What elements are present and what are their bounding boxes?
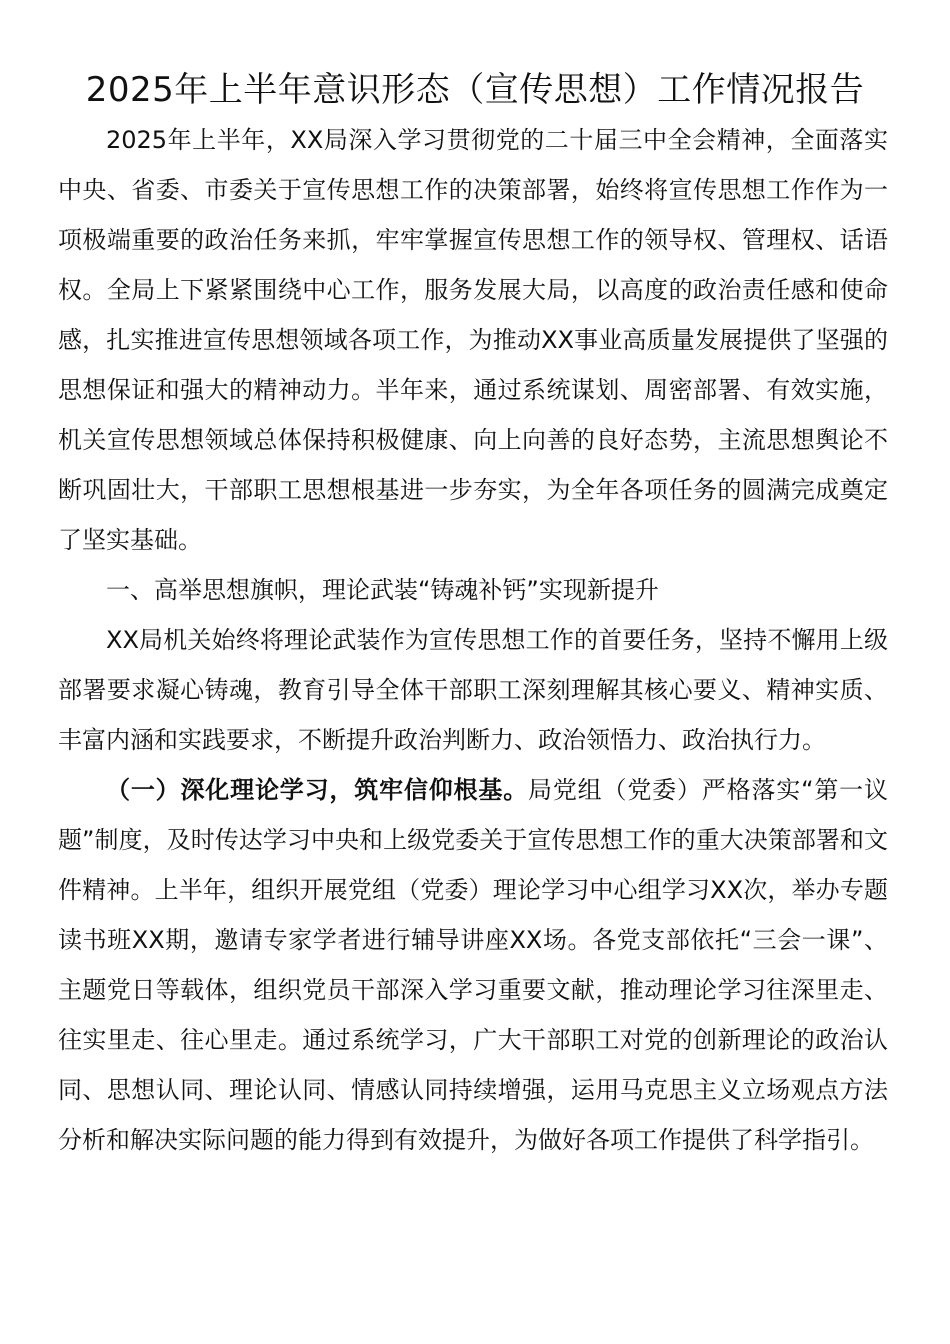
intro-paragraph: 2025年上半年，XX局深入学习贯彻党的二十届三中全会精神，全面落实中央、省委、市委关于宣传思想工作的决策部署，始终将宣传思想工作作为一项极端重要的政治任务来抓，牢牢掌握宣传思想工作的领导权、管理权、话语权。全局上下紧紧围绕中心工作，服务发展大局，以高度的政治责任感和使命感，扎实推进宣传思想领域各项工作，为推动XX事业高质量发展提供了坚强的思想保证和强大的精神动力。半年来，通过系统谋划、周密部署、有效实施，机关宣传思想领域总体保持积极健康、向上向善的良好态势，主流思想舆论不断巩固壮大，干部职工思想根基进一步夯实，为全年各项任务的圆满完成奠定了坚实基础。	[58, 126, 888, 554]
subsection-1-paragraph	[58, 765, 888, 1165]
subsection-1-lead: （一）深化理论学习，筑牢信仰根基。	[106, 776, 529, 804]
document-title: 2025年上半年意识形态（宣传思想）工作情况报告	[85, 70, 865, 110]
section-1-paragraph: XX局机关始终将理论武装作为宣传思想工作的首要任务，坚持不懈用上级部署要求凝心铸魂，教育引导全体干部职工深刻理解其核心要义、精神实质、丰富内涵和实践要求，不断提升政治判断力、政治领悟力、政治执行力。	[58, 626, 888, 754]
document-body	[58, 115, 888, 1165]
section-1-heading: 一、高举思想旗帜，理论武装“铸魂补钙”实现新提升	[106, 576, 659, 604]
subsection-1-body: 局党组（党委）严格落实“第一议题”制度，及时传达学习中央和上级党委关于宣传思想工作的重大决策部署和文件精神。上半年，组织开展党组（党委）理论学习中心组学习XX次，举办专题读书班XX期，邀请专家学者进行辅导讲座XX场。各党支部依托“三会一课”、主题党日等载体，组织党员干部深入学习重要文献，推动理论学习往深里走、往实里走、往心里走。通过系统学习，广大干部职工对党的创新理论的政治认同、思想认同、理论认同、情感认同持续增强，运用马克思主义立场观点方法分析和解决实际问题的能力得到有效提升，为做好各项工作提供了科学指引。	[58, 776, 889, 1154]
